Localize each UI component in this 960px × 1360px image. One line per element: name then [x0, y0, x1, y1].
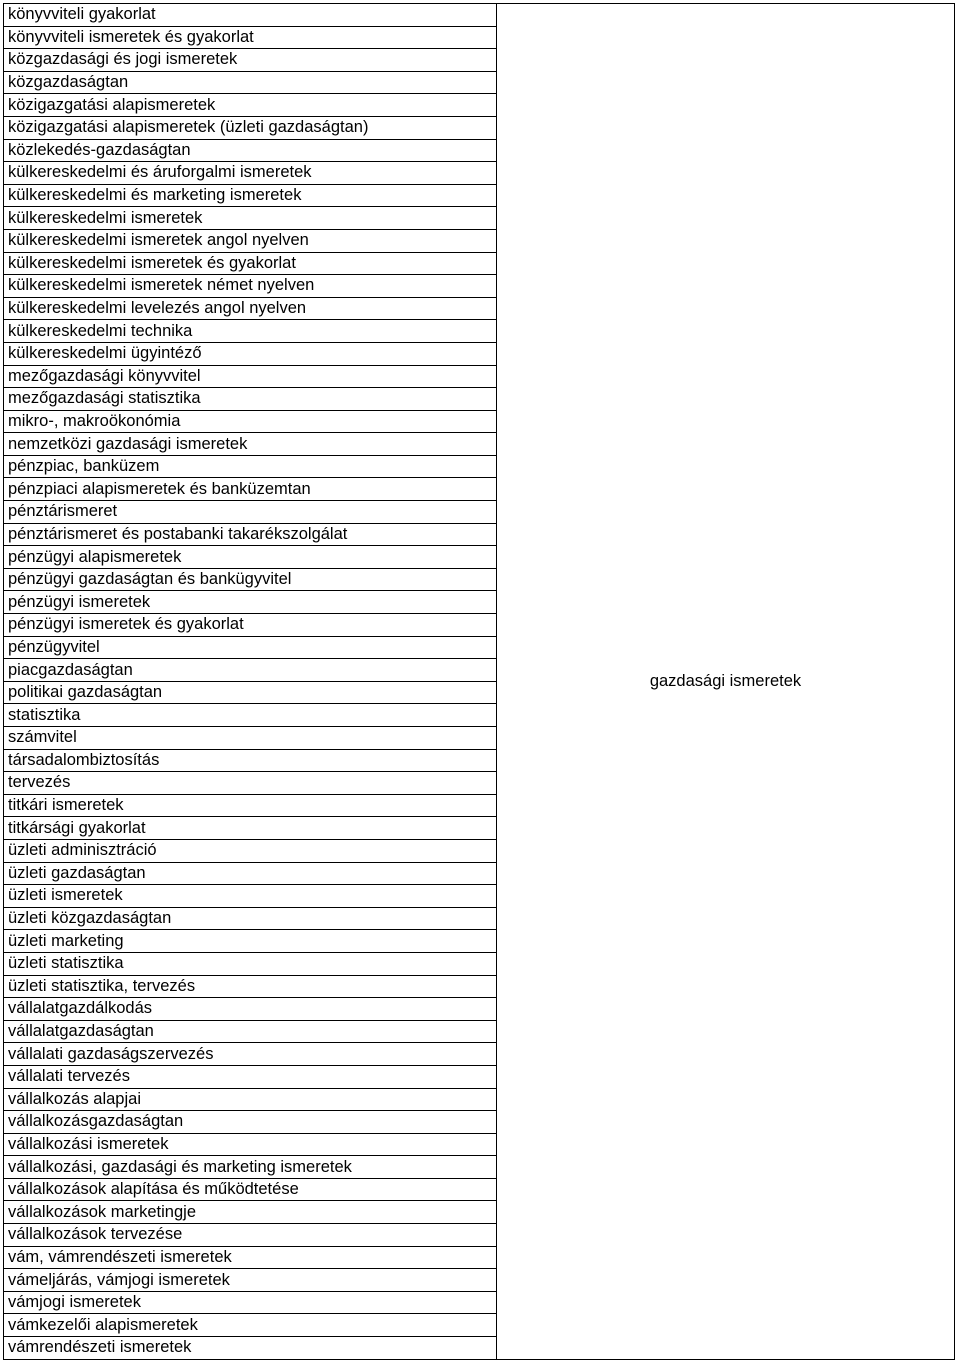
subject-cell: vállalati gazdaságszervezés [4, 1043, 497, 1066]
subject-cell: mezőgazdasági statisztika [4, 388, 497, 411]
subject-cell: mezőgazdasági könyvvitel [4, 365, 497, 388]
subject-cell: külkereskedelmi ismeretek német nyelven [4, 275, 497, 298]
subject-cell: nemzetközi gazdasági ismeretek [4, 433, 497, 456]
subject-cell: vámeljárás, vámjogi ismeretek [4, 1269, 497, 1292]
subject-cell: külkereskedelmi levelezés angol nyelven [4, 297, 497, 320]
subject-cell: külkereskedelmi ügyintéző [4, 342, 497, 365]
table-row [4, 4, 955, 27]
subject-cell: közlekedés-gazdaságtan [4, 139, 497, 162]
subject-cell: külkereskedelmi ismeretek angol nyelven [4, 229, 497, 252]
subject-cell: tervezés [4, 772, 497, 795]
subject-cell: vállalatgazdálkodás [4, 998, 497, 1021]
subject-cell: üzleti adminisztráció [4, 839, 497, 862]
subject-cell: könyvviteli gyakorlat [4, 4, 497, 27]
subject-cell: külkereskedelmi és áruforgalmi ismeretek [4, 162, 497, 185]
subject-cell: vállalkozás alapjai [4, 1088, 497, 1111]
subject-cell: pénzpiac, banküzem [4, 455, 497, 478]
subject-cell: vámrendészeti ismeretek [4, 1337, 497, 1360]
subject-cell: külkereskedelmi ismeretek és gyakorlat [4, 252, 497, 275]
subject-cell: vállalati tervezés [4, 1065, 497, 1088]
subject-cell: vállalkozási, gazdasági és marketing ismeretek [4, 1156, 497, 1179]
subject-cell: pénzügyi alapismeretek [4, 546, 497, 569]
subject-table-body [4, 4, 955, 1360]
category-cell: gazdasági ismeretek [497, 4, 955, 1360]
subject-cell: üzleti ismeretek [4, 885, 497, 908]
subject-cell: közigazgatási alapismeretek (üzleti gazdaságtan) [4, 116, 497, 139]
subject-cell: számvitel [4, 727, 497, 750]
subject-cell: politikai gazdaságtan [4, 681, 497, 704]
subject-cell: üzleti statisztika [4, 952, 497, 975]
subject-cell: pénzpiaci alapismeretek és banküzemtan [4, 478, 497, 501]
subject-cell: vállalkozásgazdaságtan [4, 1111, 497, 1134]
subject-cell: külkereskedelmi és marketing ismeretek [4, 184, 497, 207]
subject-cell: külkereskedelmi ismeretek [4, 207, 497, 230]
subject-cell: vállalkozási ismeretek [4, 1133, 497, 1156]
subject-cell: közgazdasági és jogi ismeretek [4, 49, 497, 72]
subject-cell: pénzügyvitel [4, 636, 497, 659]
subject-table [3, 3, 955, 1360]
subject-cell: könyvviteli ismeretek és gyakorlat [4, 26, 497, 49]
subject-cell: pénzügyi ismeretek és gyakorlat [4, 614, 497, 637]
subject-cell: közigazgatási alapismeretek [4, 94, 497, 117]
subject-cell: üzleti marketing [4, 930, 497, 953]
subject-cell: pénztárismeret [4, 501, 497, 524]
subject-cell: mikro-, makroökonómia [4, 410, 497, 433]
subject-cell: vámkezelői alapismeretek [4, 1314, 497, 1337]
subject-cell: üzleti statisztika, tervezés [4, 975, 497, 998]
subject-cell: közgazdaságtan [4, 71, 497, 94]
subject-cell: üzleti közgazdaságtan [4, 907, 497, 930]
subject-cell: üzleti gazdaságtan [4, 862, 497, 885]
subject-cell: titkári ismeretek [4, 794, 497, 817]
subject-cell: pénztárismeret és postabanki takarékszolgálat [4, 523, 497, 546]
subject-cell: pénzügyi gazdaságtan és bankügyvitel [4, 568, 497, 591]
subject-cell: titkársági gyakorlat [4, 817, 497, 840]
subject-cell: vállalkozások tervezése [4, 1224, 497, 1247]
subject-cell: statisztika [4, 704, 497, 727]
subject-cell: pénzügyi ismeretek [4, 591, 497, 614]
subject-cell: vám, vámrendészeti ismeretek [4, 1246, 497, 1269]
subject-cell: vállalkozások alapítása és működtetése [4, 1178, 497, 1201]
subject-cell: vámjogi ismeretek [4, 1291, 497, 1314]
subject-cell: vállalkozások marketingje [4, 1201, 497, 1224]
subject-cell: társadalombiztosítás [4, 749, 497, 772]
subject-cell: vállalatgazdaságtan [4, 1020, 497, 1043]
subject-cell: külkereskedelmi technika [4, 320, 497, 343]
subject-cell: piacgazdaságtan [4, 659, 497, 682]
